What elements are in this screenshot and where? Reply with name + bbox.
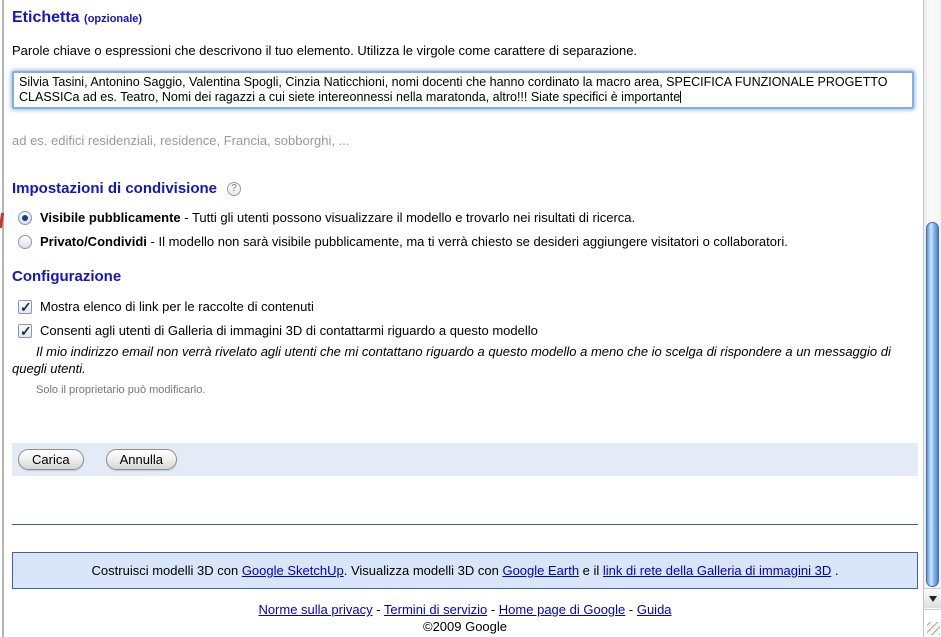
cancel-button[interactable]: Annulla: [106, 449, 177, 470]
footer-separator: -: [625, 602, 637, 617]
google-home-link[interactable]: Home page di Google: [498, 602, 626, 617]
scroll-down-icon: [929, 596, 937, 602]
help-icon[interactable]: ?: [227, 182, 241, 196]
help-link[interactable]: Guida: [636, 602, 672, 617]
radio-private-desc: - Il modello non sarà visibile pubblicamente, ma ti verrà chiesto se desideri aggiungere visitatori o collaboratori.: [146, 234, 788, 249]
upload-button[interactable]: Carica: [18, 449, 84, 470]
radio-private[interactable]: [18, 235, 32, 249]
radio-public-label: [40, 208, 635, 228]
radio-row-private[interactable]: [18, 232, 918, 252]
radio-public[interactable]: [18, 211, 32, 225]
sharing-heading: [12, 180, 918, 197]
checkbox-show-links[interactable]: [18, 300, 32, 314]
checkbox-allow-contact-label: Consenti agli utenti di Galleria di immagini 3D di contattarmi riguardo a questo modello: [40, 323, 538, 338]
action-button-bar: [12, 443, 918, 476]
scroll-down-button[interactable]: [924, 588, 941, 608]
footer-separator: -: [372, 602, 384, 617]
radio-public-desc: - Tutti gli utenti possono visualizzare il modello e trovarlo nei risultati di ricerca.: [180, 210, 636, 225]
tags-input[interactable]: [12, 71, 914, 109]
sharing-heading-label: Impostazioni di condivisione: [12, 180, 218, 197]
copyright: ©2009 Google: [422, 619, 508, 634]
window-left-edge: [2, 0, 4, 637]
google-earth-link[interactable]: Google Earth: [502, 563, 580, 578]
checkbox-row-links[interactable]: [18, 297, 918, 317]
vertical-scrollbar[interactable]: [923, 0, 941, 637]
radio-private-title: Privato/Condividi: [40, 234, 147, 249]
network-link[interactable]: link di rete della Galleria di immagini 3D: [602, 563, 832, 578]
page-title: [12, 9, 918, 27]
checkbox-allow-contact[interactable]: [18, 324, 32, 338]
label-title-optional: (opzionale): [84, 13, 143, 25]
tags-hint: ad es. edifici residenziali, residence, Francia, sobborghi, ...: [12, 133, 350, 148]
window-resize-grip[interactable]: [924, 609, 941, 637]
checkbox-show-links-label: Mostra elenco di link per le raccolte di contenuti: [40, 299, 314, 314]
radio-row-public[interactable]: [18, 208, 918, 228]
promo-text-4: .: [831, 563, 839, 578]
promo-banner: [12, 552, 918, 589]
terms-link[interactable]: Termini di servizio: [383, 602, 488, 617]
label-title: Etichetta: [12, 9, 80, 26]
promo-text-1: Costruisci modelli 3D con: [91, 563, 242, 578]
promo-text-3: e il: [579, 563, 603, 578]
email-privacy-note: Il mio indirizzo email non verrà rivelato agli utenti che mi contattano riguardo a questo modello a meno che io scelga di rispondere a un messaggio di quegli utenti.: [12, 344, 891, 376]
footer-divider: [12, 524, 918, 525]
sketchup-link[interactable]: Google SketchUp: [241, 563, 344, 578]
owner-note: Solo il proprietario può modificarlo.: [36, 384, 206, 396]
text-caret: [680, 91, 681, 103]
tags-input-text: Silvia Tasini, Antonino Saggio, Valentina Spogli, Cinzia Naticchioni, nomi docenti che hanno cordinato la macro area, SPECIFICA FUNZIONALE PROGETTO CLASSICa ad es. Teatro, Nomi dei ragazzi a cui siete intereonnessi nella maratonda, altro!!! Siate specifici è importante: [19, 75, 888, 104]
privacy-link[interactable]: Norme sulla privacy: [258, 602, 373, 617]
checkbox-row-contact[interactable]: [18, 321, 918, 341]
tags-description: Parole chiave o espressioni che descrivono il tuo elemento. Utilizza le virgole come carattere di separazione.: [12, 43, 638, 58]
radio-public-title: Visibile pubblicamente: [40, 210, 181, 225]
configuration-heading: Configurazione: [12, 268, 122, 285]
footer-separator: -: [487, 602, 499, 617]
upload-form: [12, 0, 918, 634]
scrollbar-thumb[interactable]: [926, 222, 939, 587]
promo-text-2: . Visualizza modelli 3D con: [343, 563, 503, 578]
radio-private-label: [40, 232, 788, 252]
footer-links: [12, 602, 918, 617]
